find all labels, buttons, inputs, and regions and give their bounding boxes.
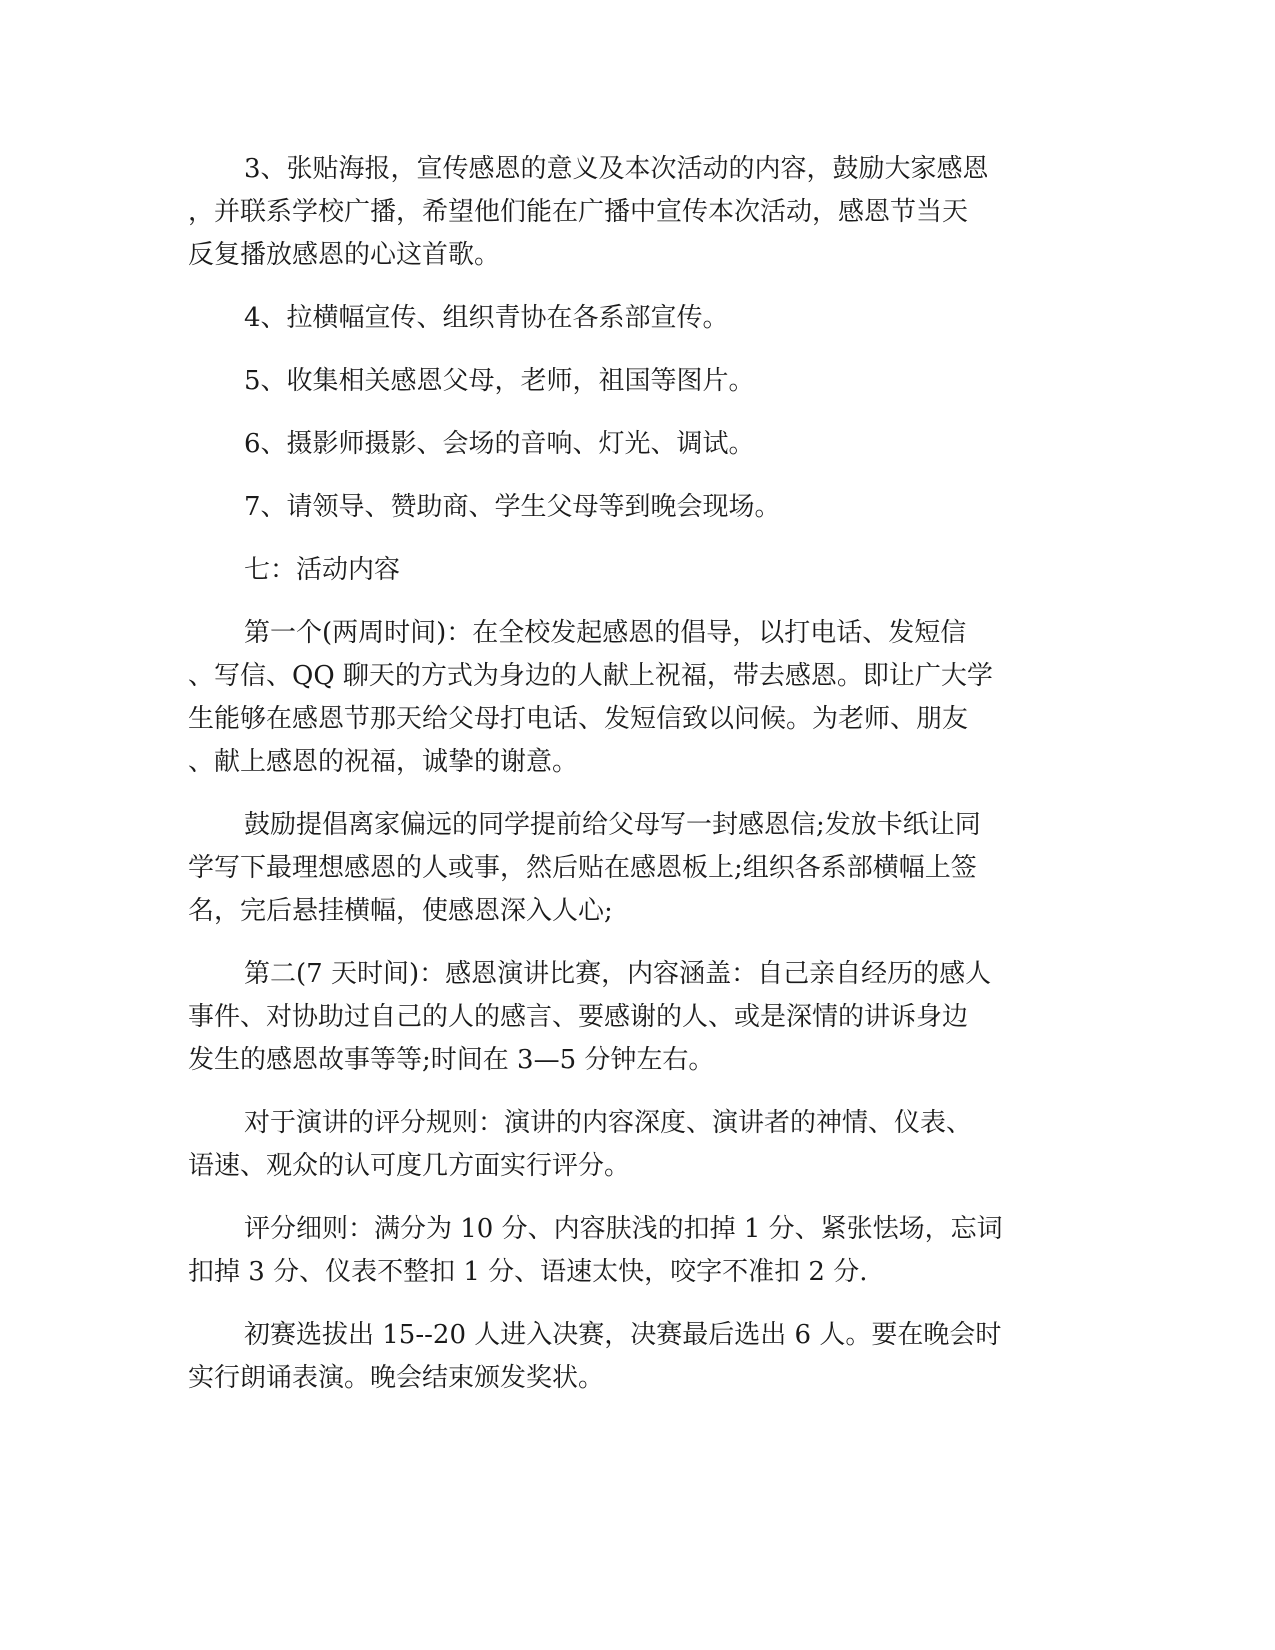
paragraph-banners: 4、拉横幅宣传、组织青协在各系部宣传。	[244, 303, 729, 333]
paragraph-collect-pictures: 5、收集相关感恩父母，老师，祖国等图片。	[244, 366, 755, 396]
paragraph-photography-setup: 6、摄影师摄影、会场的音响、灯光、调试。	[244, 429, 755, 459]
section-heading-activity-content: 七：活动内容	[244, 555, 401, 585]
paragraph-second-stage: 第二(7 天时间)：感恩演讲比赛，内容涵盖：自己亲自经历的感人 事件、对协助过自己的人的感言、要感谢的人、或是深情的讲诉身边 发生的感恩故事等等;时间在 3—5 分钟左右。	[188, 959, 992, 1075]
paragraph-invite-guests: 7、请领导、赞助商、学生父母等到晚会现场。	[244, 492, 781, 522]
paragraph-scoring-rules: 对于演讲的评分规则：演讲的内容深度、演讲者的神情、仪表、 语速、观众的认可度几方面实行评分。	[188, 1108, 973, 1181]
paragraph-final-selection: 初赛选拔出 15--20 人进入决赛，决赛最后选出 6 人。要在晚会时 实行朗诵表演。晚会结束颁发奖状。	[188, 1320, 1002, 1393]
paragraph-first-stage: 第一个(两周时间)：在全校发起感恩的倡导，以打电话、发短信 、写信、QQ 聊天的方式为身边的人献上祝福，带去感恩。即让广大学 生能够在感恩节那天给父母打电话、发短信致以问候。为老师、朋友 、献上感恩的祝福，诚挚的谢意。	[188, 618, 993, 777]
paragraph-publicity-posters: 3、张贴海报，宣传感恩的意义及本次活动的内容，鼓励大家感恩 ，并联系学校广播，希望他们能在广播中宣传本次活动，感恩节当天 反复播放感恩的心这首歌。	[188, 154, 989, 270]
document-body	[188, 148, 1078, 1420]
paragraph-scoring-details: 评分细则：满分为 10 分、内容肤浅的扣掉 1 分、紧张怯场，忘词 扣掉 3 分、仪表不整扣 1 分、语速太快，咬字不准扣 2 分.	[188, 1214, 1003, 1287]
paragraph-gratitude-letters: 鼓励提倡离家偏远的同学提前给父母写一封感恩信;发放卡纸让同 学写下最理想感恩的人或事，然后贴在感恩板上;组织各系部横幅上签 名，完后悬挂横幅，使感恩深入人心;	[188, 810, 981, 926]
